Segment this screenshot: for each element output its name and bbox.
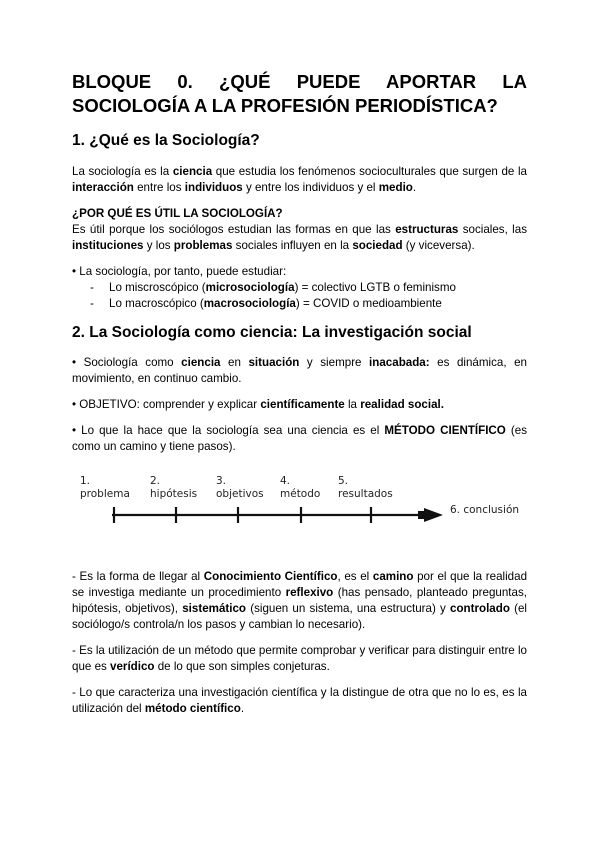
bold-term: reflexivo: [285, 586, 334, 599]
bold-term: sistemático: [182, 602, 247, 615]
step-number: 4.: [280, 475, 291, 487]
list-item: - Lo miscroscópico (microsociología) = colectivo LGTB o feminismo: [90, 280, 527, 296]
study-bullet: • La sociología, por tanto, puede estudiar:: [72, 265, 287, 278]
scientific-method-diagram: [72, 473, 527, 553]
section-1-heading: 1. ¿Qué es la Sociología?: [72, 132, 260, 149]
why-useful-paragraph: Es útil porque los sociólogos estudian las formas en que las estructuras sociales, las instituciones y los problemas sociales influyen en la sociedad (y viceversa).: [72, 223, 527, 252]
study-list: [72, 280, 527, 312]
bold-term: controlado: [450, 602, 510, 615]
bold-term: estructuras: [395, 223, 459, 236]
title-line-2: SOCIOLOGÍA A LA PROFESIÓN PERIODÍSTICA?: [72, 95, 498, 116]
step-label: objetivos: [216, 488, 264, 500]
bold-term: macrosociología: [203, 297, 296, 310]
bold-term: camino: [372, 570, 414, 583]
list-item: - Lo macroscópico (macrosociología) = COVID o medioambiente: [90, 296, 527, 312]
bold-term: inacabada:: [369, 356, 430, 369]
bold-term: medio: [378, 181, 413, 194]
document-page: [72, 70, 527, 717]
method-definition-paragraph: - Es la forma de llegar al Conocimiento Científico, es el camino por el que la realidad se investiga mediante un procedimiento reflexivo (has pensado, planteado preguntas, hipótesis, objetivos), sistemático (siguen un sistema, una estructura) y controlado (el sociólogo/s controla/n los pasos y cambian lo necesario).: [72, 570, 528, 631]
bold-term: sociedad: [352, 239, 403, 252]
section-2-heading: 2. La Sociología como ciencia: La investigación social: [72, 324, 472, 341]
bold-term: método científico: [144, 702, 241, 715]
timeline-arrow-shaft: [418, 511, 426, 519]
method-characteristic-paragraph: - Lo que caracteriza una investigación científica y la distingue de otra que no lo es, es la utilización del método científico.: [72, 686, 527, 715]
step-label: hipótesis: [150, 488, 198, 500]
why-useful-subheading: ¿POR QUÉ ES ÚTIL LA SOCIOLOGÍA?: [72, 207, 283, 220]
title-line-1: BLOQUE 0. ¿QUÉ PUEDE APORTAR LA: [72, 71, 527, 92]
bold-term: MÉTODO CIENTÍFICO: [384, 424, 506, 437]
bold-term: problemas: [173, 239, 233, 252]
bold-term: microsociología: [205, 281, 295, 294]
conclusion-label: 6. conclusión: [450, 504, 520, 516]
bold-term: Conocimiento Científico: [203, 570, 338, 583]
timeline-arrowhead: [424, 508, 443, 522]
bold-term: instituciones: [72, 239, 144, 252]
step-label: método: [280, 488, 321, 500]
science-bullet: • Sociología como ciencia en situación y siempre inacabada: es dinámica, en movimiento, en continuo cambio.: [72, 356, 527, 385]
bold-term: verídico: [110, 660, 155, 673]
bold-term: individuos: [184, 181, 243, 194]
bold-term: ciencia: [181, 356, 221, 369]
method-bullet: • Lo que la hace que la sociología sea una ciencia es el MÉTODO CIENTÍFICO (es como un camino y tiene pasos).: [72, 424, 528, 453]
step-label: resultados: [338, 488, 393, 500]
bold-term: realidad social.: [360, 398, 444, 411]
definition-paragraph: La sociología es la ciencia que estudia los fenómenos socioculturales que surgen de la interacción entre los individuos y entre los individuos y el medio.: [72, 165, 527, 194]
step-number: 3.: [216, 475, 227, 487]
step-label: problema: [80, 488, 130, 500]
method-use-paragraph: - Es la utilización de un método que permite comprobar y verificar para distinguir entre lo que es verídico de lo que son simples conjeturas.: [72, 644, 527, 673]
step-number: 2.: [150, 475, 161, 487]
step-number: 5.: [338, 475, 349, 487]
bold-term: interacción: [72, 181, 134, 194]
step-number: 1.: [80, 475, 91, 487]
bold-term: situación: [248, 356, 300, 369]
bold-term: ciencia: [172, 165, 213, 178]
objective-bullet: • OBJETIVO: comprender y explicar científicamente la realidad social.: [72, 398, 444, 411]
bold-term: científicamente: [260, 398, 345, 411]
document-title: [72, 70, 527, 118]
